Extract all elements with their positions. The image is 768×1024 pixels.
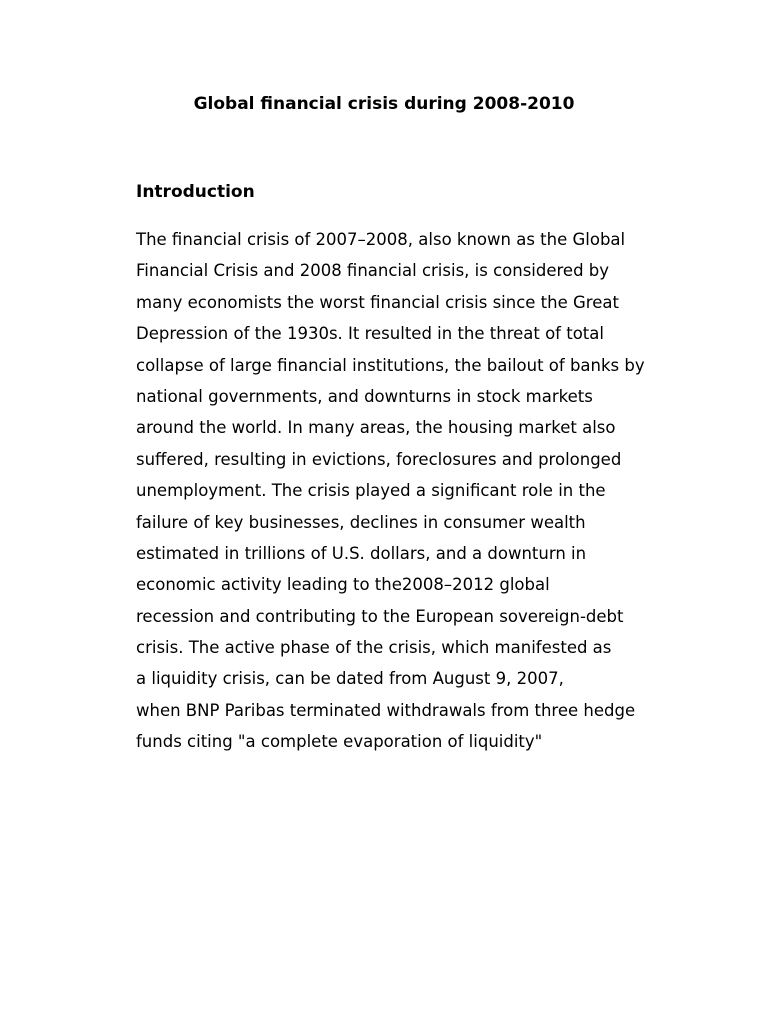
paragraph-line: national governments, and downturns in stock markets: [136, 386, 593, 406]
paragraph-line: Financial Crisis and 2008 financial crisis, is considered by: [136, 261, 610, 281]
paragraph-line: many economists the worst financial crisis since the Great: [136, 292, 619, 312]
body-paragraph: [136, 224, 696, 758]
paragraph-line: estimated in trillions of U.S. dollars, and a downturn in: [136, 543, 587, 563]
paragraph-line: unemployment. The crisis played a significant role in the: [136, 481, 606, 501]
paragraph-line: crisis. The active phase of the crisis, which manifested as: [136, 638, 612, 658]
document-title: Global financial crisis during 2008-2010: [193, 94, 575, 114]
paragraph-line: failure of key businesses, declines in consumer wealth: [136, 512, 586, 532]
paragraph-line: The financial crisis of 2007–2008, also known as the Global: [136, 230, 626, 249]
paragraph-line: Depression of the 1930s. It resulted in the threat of total: [136, 324, 604, 344]
paragraph-line: around the world. In many areas, the housing market also: [136, 418, 616, 438]
paragraph-line: collapse of large financial institutions, the bailout of banks by: [136, 355, 645, 375]
paragraph-line: recession and contributing to the European sovereign-debt: [136, 606, 624, 626]
paragraph-line: when BNP Paribas terminated withdrawals from three hedge: [136, 700, 636, 720]
paragraph-line: funds citing "a complete evaporation of liquidity": [136, 732, 543, 752]
section-heading: Introduction: [136, 182, 255, 202]
paragraph-line: suffered, resulting in evictions, foreclosures and prolonged: [136, 449, 622, 469]
paragraph-line: economic activity leading to the2008–2012 global: [136, 575, 550, 595]
paragraph-line: a liquidity crisis, can be dated from August 9, 2007,: [136, 669, 564, 689]
